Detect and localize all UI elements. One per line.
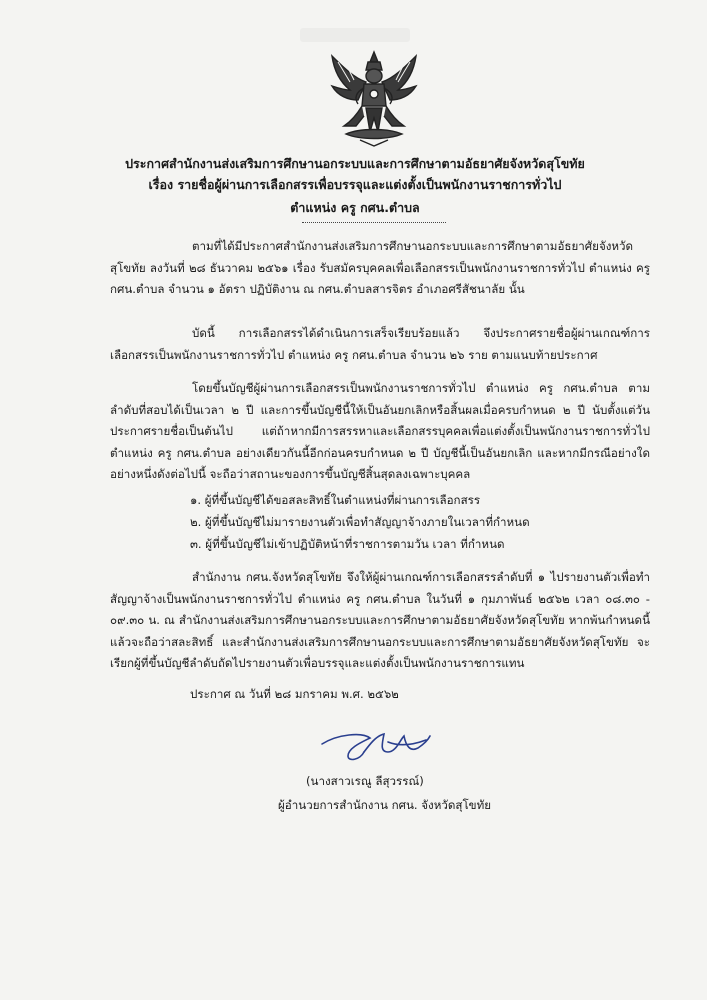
signer-name: (นางสาวเรณู ลีสุวรรณ์) xyxy=(306,774,424,788)
announcement-position: ตำแหน่ง ครู กศน.ตำบล xyxy=(290,200,420,215)
announcement-subject: เรื่อง รายชื่อผู้ผ่านการเลือกสรรเพื่อบรรจุและแต่งตั้งเป็นพนักงานราชการทั่วไป xyxy=(148,177,562,192)
paragraph-2: บัดนี้ การเลือกสรรได้ดำเนินการเสร็จเรียบร้อยแล้ว จึงประกาศรายชื่อผู้ผ่านเกณฑ์การเลือกสรรเป็นพนักงานราชการทั่วไป ตำแหน่ง ครู กศน.ตำบล จำนวน ๒๖ ราย ตามแนบท้ายประกาศ xyxy=(110,326,650,362)
dotted-divider xyxy=(302,222,446,223)
paragraph-4: สำนักงาน กศน.จังหวัดสุโขทัย จึงให้ผู้ผ่านเกณฑ์การเลือกสรรลำดับที่ ๑ ไปรายงานตัวเพื่อทำสัญญาจ้างเป็นพนักงานราชการทั่วไป ตำแหน่ง ครู กศน.ตำบล ในวันที่ ๑ กุมภาพันธ์ ๒๕๖๒ เวลา ๐๘.๓๐ - ๐๙.๓๐ น. ณ สำนักงานส่งเสริมการศึกษานอกระบบและการศึกษาตามอัธยาศัยจังหวัดสุโขทัย หากพ้นกำหนดนี้แล้วจะถือว่าสละสิทธิ์ และสำนักงานส่งเสริมการศึกษานอกระบบและการศึกษาตามอัธยาศัยจังหวัดสุโขทัย จะเรียกผู้ที่ขึ้นบัญชีลำดับถัดไปรายงานตัวเพื่อบรรจุและแต่งตั้งเป็นพนักงานราชการแทน xyxy=(110,570,650,670)
condition-item: ๒. ผู้ที่ขึ้นบัญชีไม่มารายงานตัวเพื่อทำสัญญาจ้างภายในเวลาที่กำหนด xyxy=(190,515,530,529)
announcement-date: ประกาศ ณ วันที่ ๒๘ มกราคม พ.ศ. ๒๕๖๒ xyxy=(190,687,399,701)
signature-icon xyxy=(318,726,434,766)
faint-mark xyxy=(300,28,410,42)
paragraph-3: โดยขึ้นบัญชีผู้ผ่านการเลือกสรรเป็นพนักงานราชการทั่วไป ตำแหน่ง ครู กศน.ตำบล ตามลำดับที่สอบได้เป็นเวลา ๒ ปี และการขึ้นบัญชีนี้ให้เป็นอันยกเลิกหรือสิ้นผลเมื่อครบกำหนด ๒ ปี นับตั้งแต่วันประกาศรายชื่อเป็นต้นไป แต่ถ้าหากมีการสรรหาและเลือกสรรบุคคลเพื่อแต่งตั้งเป็นพนักงานราชการทั่วไป ตำแหน่ง ครู กศน.ตำบล อย่างเดียวกันนี้อีกก่อนครบกำหนด ๒ ปี บัญชีนี้เป็นอันยกเลิก และหากมีกรณีอย่างใดอย่างหนึ่งดังต่อไปนี้ จะถือว่าสถานะของการขึ้นบัญชีสิ้นสุดลงเฉพาะบุคคล xyxy=(110,381,650,481)
condition-item: ๑. ผู้ที่ขึ้นบัญชีได้ขอสละสิทธิ์ในตำแหน่งที่ผ่านการเลือกสรร xyxy=(190,493,481,507)
signer-position: ผู้อำนวยการสำนักงาน กศน. จังหวัดสุโขทัย xyxy=(278,798,492,812)
paragraph-1: ตามที่ได้มีประกาศสำนักงานส่งเสริมการศึกษานอกระบบและการศึกษาตามอัธยาศัยจังหวัดสุโขทัย ลงวันที่ ๒๘ ธันวาคม ๒๕๖๑ เรื่อง รับสมัครบุคคลเพื่อเลือกสรรเป็นพนักงานราชการทั่วไป ตำแหน่ง ครู กศน.ตำบล จำนวน ๑ อัตรา ปฏิบัติงาน ณ กศน.ตำบลสารจิตร อำเภอศรีสัชนาลัย นั้น xyxy=(110,239,650,296)
garuda-emblem-icon xyxy=(326,48,422,148)
condition-item: ๓. ผู้ที่ขึ้นบัญชีไม่เข้าปฏิบัติหน้าที่ราชการตามวัน เวลา ที่กำหนด xyxy=(190,537,505,551)
announcement-title: ประกาศสำนักงานส่งเสริมการศึกษานอกระบบและการศึกษาตามอัธยาศัยจังหวัดสุโขทัย xyxy=(125,156,585,171)
